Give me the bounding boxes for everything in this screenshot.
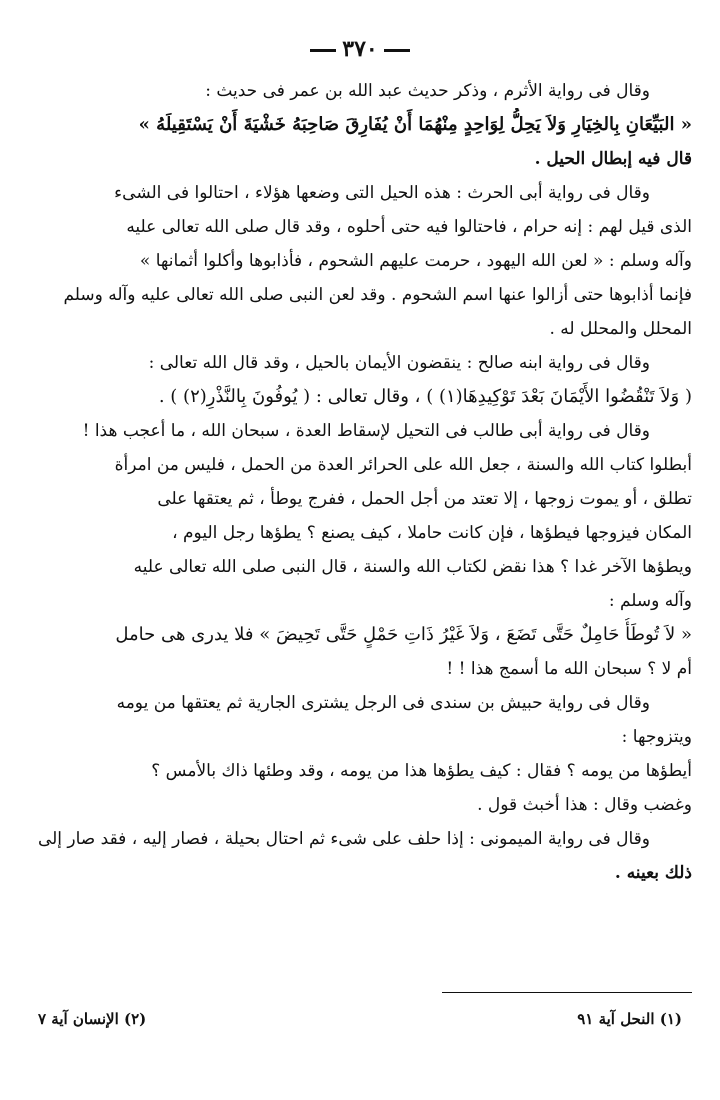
line-text: ويتزوجها :	[621, 726, 692, 747]
line-text: وغضب وقال : هذا أخبث قول .	[477, 794, 692, 815]
text-line-22	[28, 788, 692, 822]
text-line-3	[28, 142, 692, 176]
line-text: وقال فى رواية أبى طالب فى التحيل لإسقاط العدة ، سبحان الله ، ما أعجب هذا !	[82, 420, 650, 441]
text-line-9	[28, 346, 692, 380]
footnotes	[28, 1010, 692, 1028]
footnote-1: (١) النحل آية ٩١	[577, 1010, 682, 1028]
text-line-11	[28, 414, 692, 448]
line-text: المحلل والمحلل له .	[549, 318, 692, 339]
page-number	[0, 36, 720, 62]
line-text: وقال فى رواية ابنه صالح : ينقضون الأيمان بالحيل ، وقد قال الله تعالى :	[148, 352, 650, 373]
body-text	[28, 74, 692, 890]
line-text: الذى قيل لهم : إنه حرام ، فاحتالوا فيه حتى أحلوه ، وقد قال صلى الله تعالى عليه	[126, 216, 692, 237]
text-line-1	[28, 74, 692, 108]
text-line-20	[28, 720, 692, 754]
text-line-2	[28, 108, 692, 142]
text-line-10	[28, 380, 692, 414]
line-text: وآله وسلم :	[608, 590, 692, 611]
line-text: وقال فى رواية الأثرم ، وذكر حديث عبد الله بن عمر فى حديث :	[205, 80, 650, 101]
text-line-12	[28, 448, 692, 482]
line-text: وقال فى رواية حبيش بن سندى فى الرجل يشترى الجارية ثم يعتقها من يومه	[116, 692, 650, 713]
text-line-18	[28, 652, 692, 686]
line-text: فإنما أذابوها حتى أزالوا عنها اسم الشحوم . وقد لعن النبى صلى الله تعالى عليه وآله وسلم	[63, 284, 692, 305]
line-text: تطلق ، أو يموت زوجها ، إلا تعتد من أجل الحمل ، ففرج يوطأ ، ثم يعتقها على	[157, 488, 692, 509]
page-number-dash-right	[384, 49, 410, 52]
footnote-2: (٢) الإنسان آية ٧	[38, 1010, 147, 1028]
text-line-6	[28, 244, 692, 278]
line-text: أيطؤها من يومه ؟ فقال : كيف يطؤها هذا من يومه ، وقد وطئها ذاك بالأمس ؟	[151, 760, 692, 781]
text-line-24	[28, 856, 692, 890]
text-line-14	[28, 516, 692, 550]
line-text: أبطلوا كتاب الله والسنة ، جعل الله على الحرائر العدة من الحمل ، فليس من امرأة	[114, 454, 692, 475]
text-line-21	[28, 754, 692, 788]
page-number-text: ٣٧٠	[342, 36, 378, 62]
text-line-15	[28, 550, 692, 584]
line-text: أم لا ؟ سبحان الله ما أسمج هذا ! !	[446, 658, 692, 679]
text-line-5	[28, 210, 692, 244]
line-text: وآله وسلم : « لعن الله اليهود ، حرمت عليهم الشحوم ، فأذابوها وأكلوا أثمانها »	[139, 250, 692, 271]
line-text: ( وَلاَ تَنْقُضُوا الأَيْمَانَ بَعْدَ تَوْكِيدِهَا(١) ) ، وقال تعالى : ( يُوفُونَ بِالنَّذْرِ(٢) ) .	[158, 386, 692, 408]
text-line-4	[28, 176, 692, 210]
page-number-dash-left	[310, 49, 336, 52]
line-text: وقال فى رواية الميمونى : إذا حلف على شىء ثم احتال بحيلة ، فصار إليه ، فقد صار إلى	[37, 828, 650, 849]
text-line-19	[28, 686, 692, 720]
text-line-8	[28, 312, 692, 346]
line-text: ويطؤها الآخر غدا ؟ هذا نقض لكتاب الله والسنة ، قال النبى صلى الله تعالى عليه	[133, 556, 692, 577]
text-line-16	[28, 584, 692, 618]
line-text: المكان فيزوجها فيطؤها ، فإن كانت حاملا ، كيف يصنع ؟ يطؤها رجل اليوم ،	[172, 522, 692, 543]
line-text: ذلك بعينه .	[614, 862, 692, 883]
text-line-17	[28, 618, 692, 652]
line-text: « لاَ تُوطَأُ حَامِلٌ حَتَّى تَضَعَ ، وَلاَ غَيْرُ ذَاتِ حَمْلٍ حَتَّى تَحِيضَ » فلا يدرى هى حامل	[115, 624, 692, 646]
line-text: قال فيه إبطال الحيل .	[534, 148, 692, 169]
line-text: وقال فى رواية أبى الحرث : هذه الحيل التى وضعها هؤلاء ، احتالوا فى الشىء	[114, 182, 650, 203]
text-line-13	[28, 482, 692, 516]
text-line-23	[28, 822, 692, 856]
footnote-divider	[442, 992, 692, 993]
text-line-7	[28, 278, 692, 312]
line-text: « البَيِّعَانِ بِالخِيَارِ وَلاَ يَحِلُّ لِوَاحِدٍ مِنْهُمَا أَنْ يُفَارِقَ صَاحِبَهُ خَشْيَةَ أَنْ يَسْتَقِيلَهُ »	[138, 114, 692, 136]
